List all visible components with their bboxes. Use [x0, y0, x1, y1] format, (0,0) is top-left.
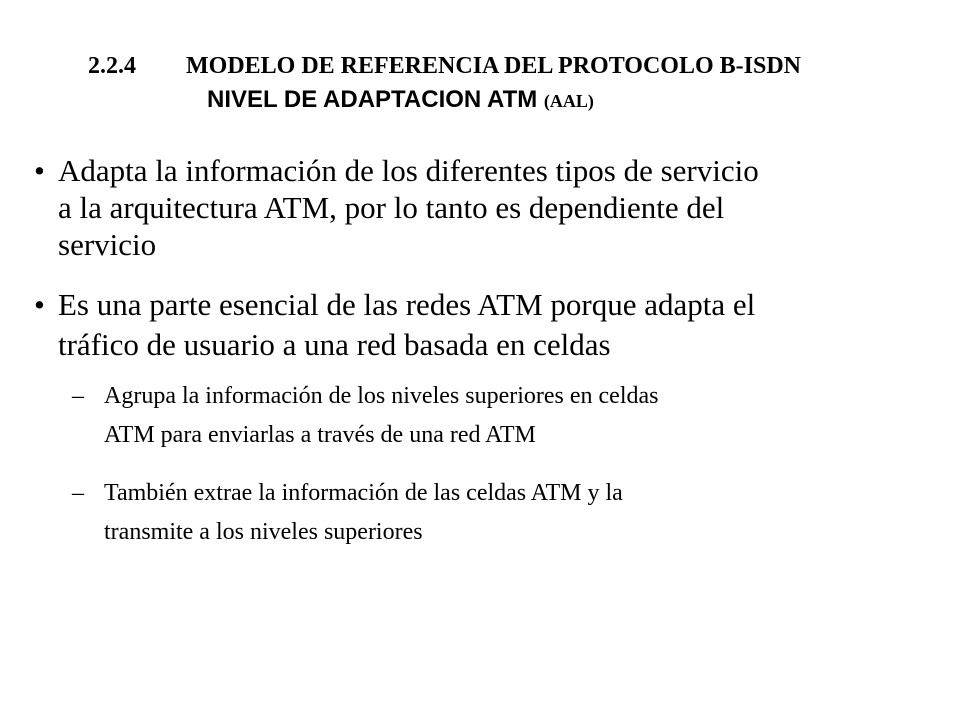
section-number: 2.2.4	[88, 53, 136, 79]
dash-icon: –	[72, 383, 84, 409]
subtitle-text: NIVEL DE ADAPTACION ATM	[207, 86, 538, 113]
bullet-line: a la arquitectura ATM, por lo tanto es dependiente del	[58, 190, 725, 225]
sub-bullet-line: ATM para enviarlas a través de una red ATM	[104, 422, 536, 448]
sub-bullet-item	[72, 377, 658, 455]
sub-bullet-line: Agrupa la información de los niveles superiores en celdas	[104, 383, 659, 409]
subtitle-abbreviation: (AAL)	[543, 91, 594, 111]
slide-subtitle	[207, 84, 594, 117]
dash-icon: –	[72, 480, 84, 506]
bullet-item	[34, 152, 759, 263]
sub-bullet-item	[72, 474, 623, 552]
bullet-line: Es una parte esencial de las redes ATM porque adapta el	[58, 287, 756, 322]
bullet-icon: •	[34, 153, 45, 188]
sub-bullet-line: También extrae la información de las celdas ATM y la	[104, 480, 623, 506]
bullet-line: Adapta la información de los diferentes tipos de servicio	[58, 153, 759, 188]
bullet-item	[34, 285, 755, 365]
bullet-line: servicio	[58, 227, 157, 262]
slide-title	[88, 50, 888, 82]
title-main: MODELO DE REFERENCIA DEL PROTOCOLO B-ISDN	[186, 53, 801, 79]
bullet-line: tráfico de usuario a una red basada en celdas	[58, 327, 611, 362]
bullet-icon: •	[34, 287, 45, 322]
sub-bullet-line: transmite a los niveles superiores	[104, 519, 423, 545]
